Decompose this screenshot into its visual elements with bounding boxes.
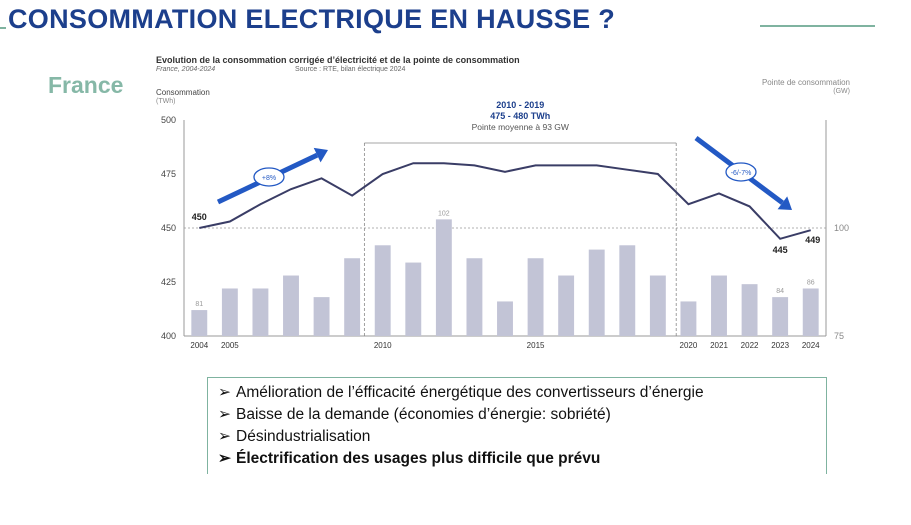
- bullet-arrow-icon: ➢: [218, 384, 231, 401]
- x-tick-2004: 2004: [190, 341, 209, 350]
- annotation-period: 2010 - 2019: [496, 100, 545, 110]
- left-tick-label: 475: [160, 169, 176, 179]
- chart-source: Source : RTE, bilan électrique 2024: [295, 66, 406, 73]
- bar-label-2023: 84: [776, 288, 785, 296]
- line-label-2004: 450: [191, 212, 207, 222]
- line-label-2023: 445: [772, 244, 788, 255]
- bar-2005: [222, 288, 238, 336]
- bar-2019: [650, 276, 666, 336]
- annotation-peak: Pointe moyenne à 93 GW: [471, 122, 569, 132]
- right-axis-title: Pointe de consommation: [761, 78, 850, 87]
- bar-2022: [742, 284, 758, 336]
- bar-label-2004: 81: [195, 301, 204, 309]
- bar-2004: [191, 310, 207, 336]
- x-tick-2015: 2015: [526, 341, 545, 350]
- bar-2009: [344, 258, 360, 336]
- bar-2024: [803, 288, 819, 336]
- bar-2010: [375, 245, 391, 336]
- left-tick-label: 400: [160, 331, 176, 341]
- annotation-range: 475 - 480 TWh: [490, 111, 551, 121]
- bar-label-2012: 102: [438, 210, 450, 218]
- bullet-text: Amélioration de l’éfficacité énergétique des convertisseurs d’énergie: [236, 384, 704, 401]
- bullet-list: [218, 382, 704, 470]
- bar-2021: [711, 276, 727, 336]
- x-tick-2023: 2023: [771, 341, 790, 350]
- x-tick-2022: 2022: [740, 341, 759, 350]
- bar-2011: [405, 263, 421, 336]
- right-axis-unit: (GW): [833, 88, 850, 95]
- left-tick-label: 450: [160, 223, 176, 233]
- left-tick-label: 425: [160, 277, 176, 287]
- bar-2018: [619, 245, 635, 336]
- bullet-item: [218, 448, 704, 470]
- bullet-arrow-icon: ➢: [218, 406, 231, 423]
- bullet-text: Électrification des usages plus difficile que prévu: [236, 450, 601, 467]
- bar-2015: [528, 258, 544, 336]
- bar-label-2024: 86: [806, 279, 815, 287]
- bullet-item: [218, 404, 704, 426]
- left-axis-title: Consommation: [156, 88, 210, 97]
- growth-badge-text: +8%: [261, 175, 277, 182]
- left-tick-label: 500: [160, 115, 176, 125]
- x-tick-2010: 2010: [373, 341, 392, 350]
- bar-2014: [497, 301, 513, 336]
- bar-2012: [436, 219, 452, 336]
- slide-title: CONSOMMATION ELECTRIQUE EN HAUSSE ?: [8, 4, 616, 34]
- bullet-arrow-icon: ➢: [218, 428, 231, 445]
- left-axis-unit: (TWh): [156, 98, 176, 105]
- bar-2017: [589, 250, 605, 336]
- bullet-item: [218, 382, 704, 404]
- x-tick-2024: 2024: [801, 341, 820, 350]
- decline-badge-text: -6/-7%: [730, 170, 752, 177]
- consumption-line: [199, 163, 810, 239]
- bar-2016: [558, 276, 574, 336]
- x-tick-2005: 2005: [220, 341, 239, 350]
- bar-2006: [252, 288, 268, 336]
- right-tick-label: 100: [834, 223, 850, 233]
- x-tick-2020: 2020: [679, 341, 698, 350]
- bar-2020: [680, 301, 696, 336]
- chart-subtitle: France, 2004-2024: [156, 66, 216, 73]
- bar-2023: [772, 297, 788, 336]
- right-tick-label: 75: [834, 331, 845, 341]
- bullet-text: Baisse de la demande (économies d’énergie: sobriété): [236, 406, 611, 423]
- x-tick-2021: 2021: [710, 341, 728, 350]
- line-label-2024: 449: [805, 235, 821, 246]
- country-label: France: [48, 72, 124, 98]
- bar-2013: [466, 258, 482, 336]
- bar-2007: [283, 276, 299, 336]
- bullet-arrow-icon: ➢: [218, 450, 231, 467]
- bullet-item: [218, 426, 704, 448]
- bullet-text: Désindustrialisation: [236, 428, 371, 445]
- chart-title: Evolution de la consommation corrigée d’électricité et de la pointe de consommation: [156, 55, 520, 65]
- bar-2008: [314, 297, 330, 336]
